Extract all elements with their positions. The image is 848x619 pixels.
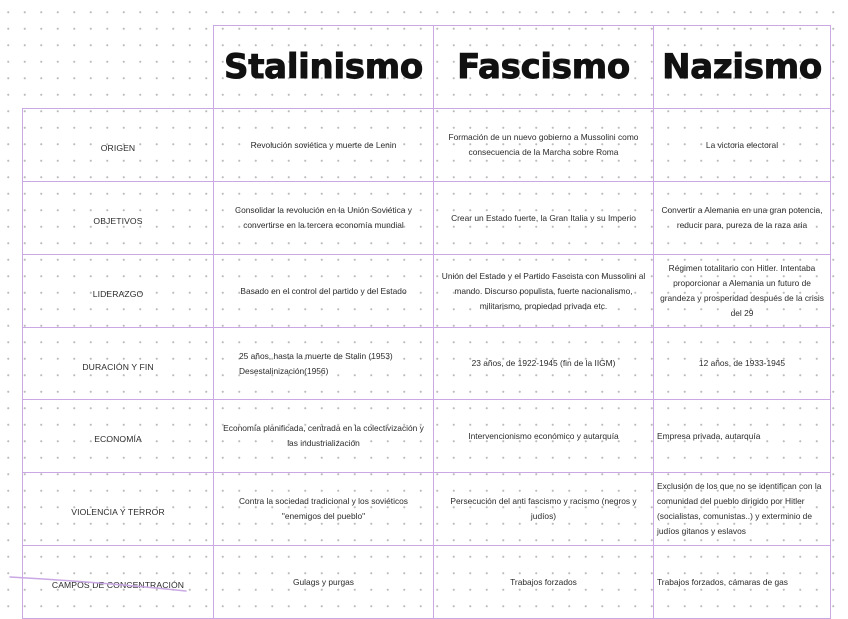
row-label-objetivos: OBJETIVOS — [23, 182, 214, 255]
cell-economia-fascismo: Intervencionismo económico y autarquía — [434, 400, 654, 473]
column-header-stalinismo: Stalinismo — [214, 26, 434, 109]
cell-objetivos-stalinismo: Consolidar la revolución en la Unión Soviética y convertirse en la tercera economía mundial — [214, 182, 434, 255]
cell-duracion-stalinismo: 25 años, hasta la muerte de Stalin (1953) Desestalinización(1956) — [214, 328, 434, 400]
column-header-nazismo: Nazismo — [654, 26, 831, 109]
cell-economia-stalinismo: Economía planificada, centrada en la colectivización y las industrialización — [214, 400, 434, 473]
cell-campos-fascismo: Trabajos forzados — [434, 546, 654, 619]
cell-origen-nazismo: La victoria electoral — [654, 109, 831, 182]
cell-violencia-nazismo: Exclusión de los que no se identifican con la comunidad del pueblo dirigido por Hitler (socialistas, comunistas..) y exterminio de judíos gitanos y eslavos — [654, 473, 831, 546]
row-label-violencia: VIOLENCIA Y TERROR — [23, 473, 214, 546]
cell-economia-nazismo: Empresa privada, autarquía — [654, 400, 831, 473]
cell-duracion-nazismo: 12 años, de 1933-1945 — [654, 328, 831, 400]
cell-liderazgo-fascismo: Unión del Estado y el Partido Fascista con Mussolini al mando. Discurso populista, fuerte nacionalismo, militarismo, propiedad privada etc. — [434, 255, 654, 328]
cell-origen-stalinismo: Revolución soviética y muerte de Lenin — [214, 109, 434, 182]
cell-campos-stalinismo: Gulags y purgas — [214, 546, 434, 619]
row-label-economia: ECONOMÍA — [23, 400, 214, 473]
row-label-origen: ORIGEN — [23, 109, 214, 182]
cell-campos-nazismo: Trabajos forzados, cámaras de gas — [654, 546, 831, 619]
cell-duracion-fascismo: 23 años, de 1922-1945 (fin de la IIGM) — [434, 328, 654, 400]
cell-liderazgo-nazismo: Régimen totalitario con Hitler. Intentaba proporcionar a Alemania un futuro de grandeza y prosperidad después de la crisis del 29 — [654, 255, 831, 328]
cell-liderazgo-stalinismo: Basado en el control del partido y del Estado — [214, 255, 434, 328]
row-label-campos: CAMPOS DE CONCENTRACIÓN — [23, 546, 214, 619]
cell-objetivos-fascismo: Crear un Estado fuerte, la Gran Italia y su Imperio — [434, 182, 654, 255]
cell-violencia-fascismo: Persecución del anti fascismo y racismo (negros y judíos) — [434, 473, 654, 546]
row-label-duracion: DURACIÓN Y FIN — [23, 328, 214, 400]
cell-objetivos-nazismo: Convertir a Alemania en una gran potencia, reducir para, pureza de la raza aria — [654, 182, 831, 255]
row-label-liderazgo: LIDERAZGO — [23, 255, 214, 328]
column-header-fascismo: Fascismo — [434, 26, 654, 109]
cell-origen-fascismo: Formación de un nuevo gobierno a Mussolini como consecuencia de la Marcha sobre Roma — [434, 109, 654, 182]
cell-violencia-stalinismo: Contra la sociedad tradicional y los soviéticos "enemigos del pueblo" — [214, 473, 434, 546]
